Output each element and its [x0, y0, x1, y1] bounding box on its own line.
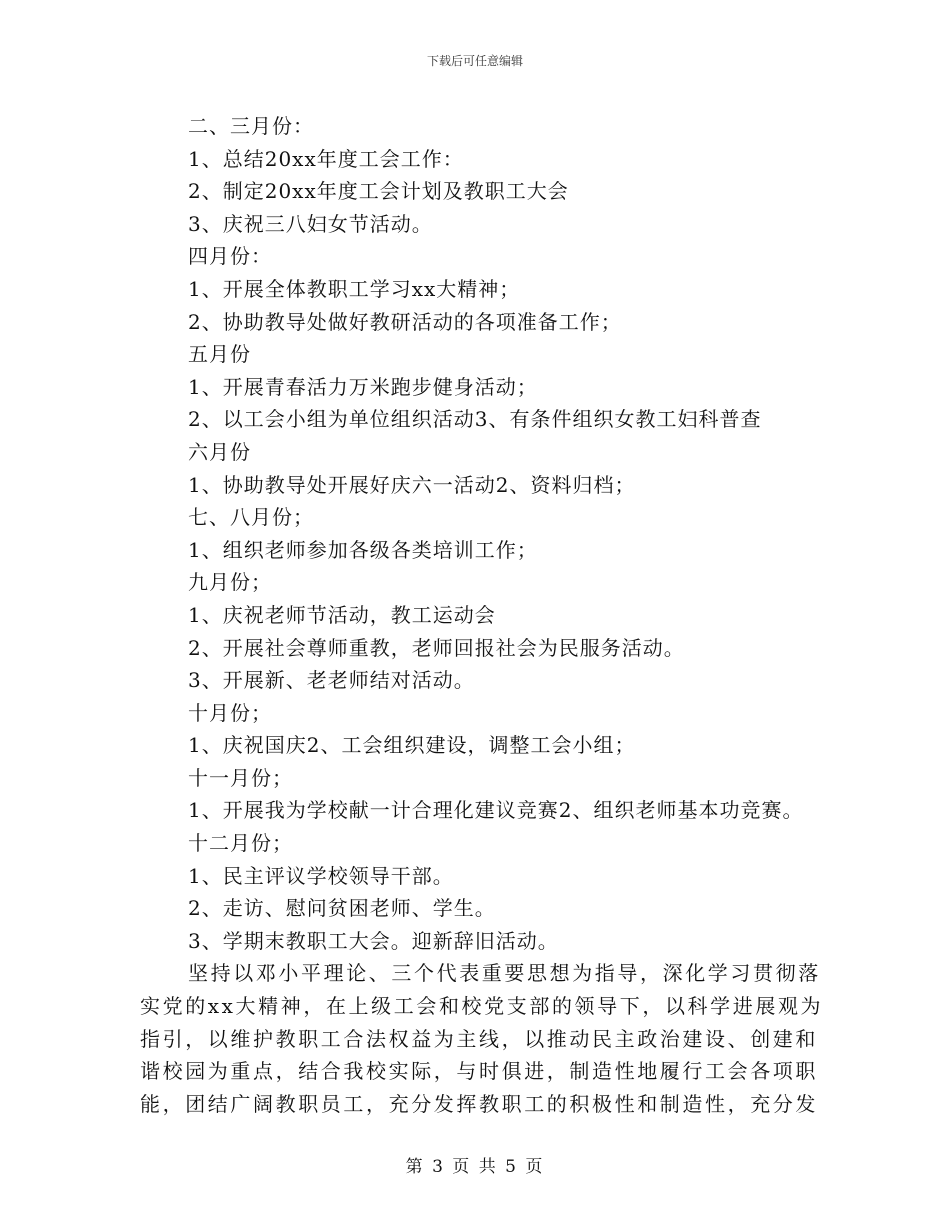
section-heading: 五月份 — [188, 342, 251, 367]
list-item: 1、开展我为学校献一计合理化建议竞赛2、组织老师基本功竞赛。 — [188, 798, 804, 823]
page-footer: 第 3 页 共 5 页 — [405, 1157, 545, 1177]
page-header: 下载后可任意编辑 — [426, 54, 523, 68]
section-heading: 十二月份； — [188, 831, 293, 856]
list-item: 3、学期末教职工大会。迎新辞旧活动。 — [188, 928, 559, 953]
section-heading: 十月份； — [188, 700, 272, 725]
list-item: 1、协助教导处开展好庆六一活动2、资料归档； — [188, 472, 636, 497]
section-heading: 十一月份； — [188, 765, 293, 790]
section-heading: 四月份： — [188, 244, 272, 269]
list-item: 1、民主评议学校领导干部。 — [188, 863, 454, 888]
list-item: 1、开展青春活力万米跑步健身活动； — [188, 374, 538, 399]
section-heading: 七、八月份； — [188, 505, 314, 530]
list-item: 1、庆祝老师节活动，教工运动会 — [188, 602, 496, 627]
list-item: 3、庆祝三八妇女节活动。 — [188, 211, 433, 236]
list-item: 2、制定20xx年度工会计划及教职工大会 — [188, 179, 569, 204]
list-item: 1、开展全体教职工学习xx大精神； — [188, 276, 521, 301]
list-item: 1、总结20xx年度工会工作： — [188, 146, 464, 171]
list-item: 2、以工会小组为单位组织活动3、有条件组织女教工妇科普查 — [188, 407, 762, 432]
paragraph-line: 实党的xx大精神，在上级工会和校党支部的领导下，以科学进展观为 — [140, 994, 824, 1019]
list-item: 1、庆祝国庆2、工会组织建设，调整工会小组； — [188, 733, 636, 758]
list-item: 2、开展社会尊师重教，老师回报社会为民服务活动。 — [188, 635, 685, 660]
list-item: 1、组织老师参加各级各类培训工作； — [188, 537, 538, 562]
list-item: 2、协助教导处做好教研活动的各项准备工作； — [188, 309, 622, 334]
document-body — [0, 110, 950, 1120]
paragraph-line: 坚持以邓小平理论、三个代表重要思想为指导，深化学习贯彻落 — [188, 961, 821, 986]
paragraph-line: 指引，以维护教职工合法权益为主线，以推动民主政治建设、创建和 — [140, 1026, 818, 1051]
list-item: 3、开展新、老老师结对活动。 — [188, 668, 475, 693]
paragraph-line: 谐校园为重点，结合我校实际，与时俱进，制造性地履行工会各项职 — [140, 1059, 818, 1084]
section-heading: 六月份 — [188, 439, 251, 464]
section-heading: 二、三月份： — [188, 114, 314, 138]
section-heading: 九月份； — [188, 570, 272, 595]
body-paragraph — [140, 957, 824, 1120]
paragraph-line: 能，团结广阔教职员工，充分发挥教职工的积极性和制造性，充分发 — [140, 1091, 818, 1116]
list-item: 2、走访、慰问贫困老师、学生。 — [188, 896, 496, 921]
